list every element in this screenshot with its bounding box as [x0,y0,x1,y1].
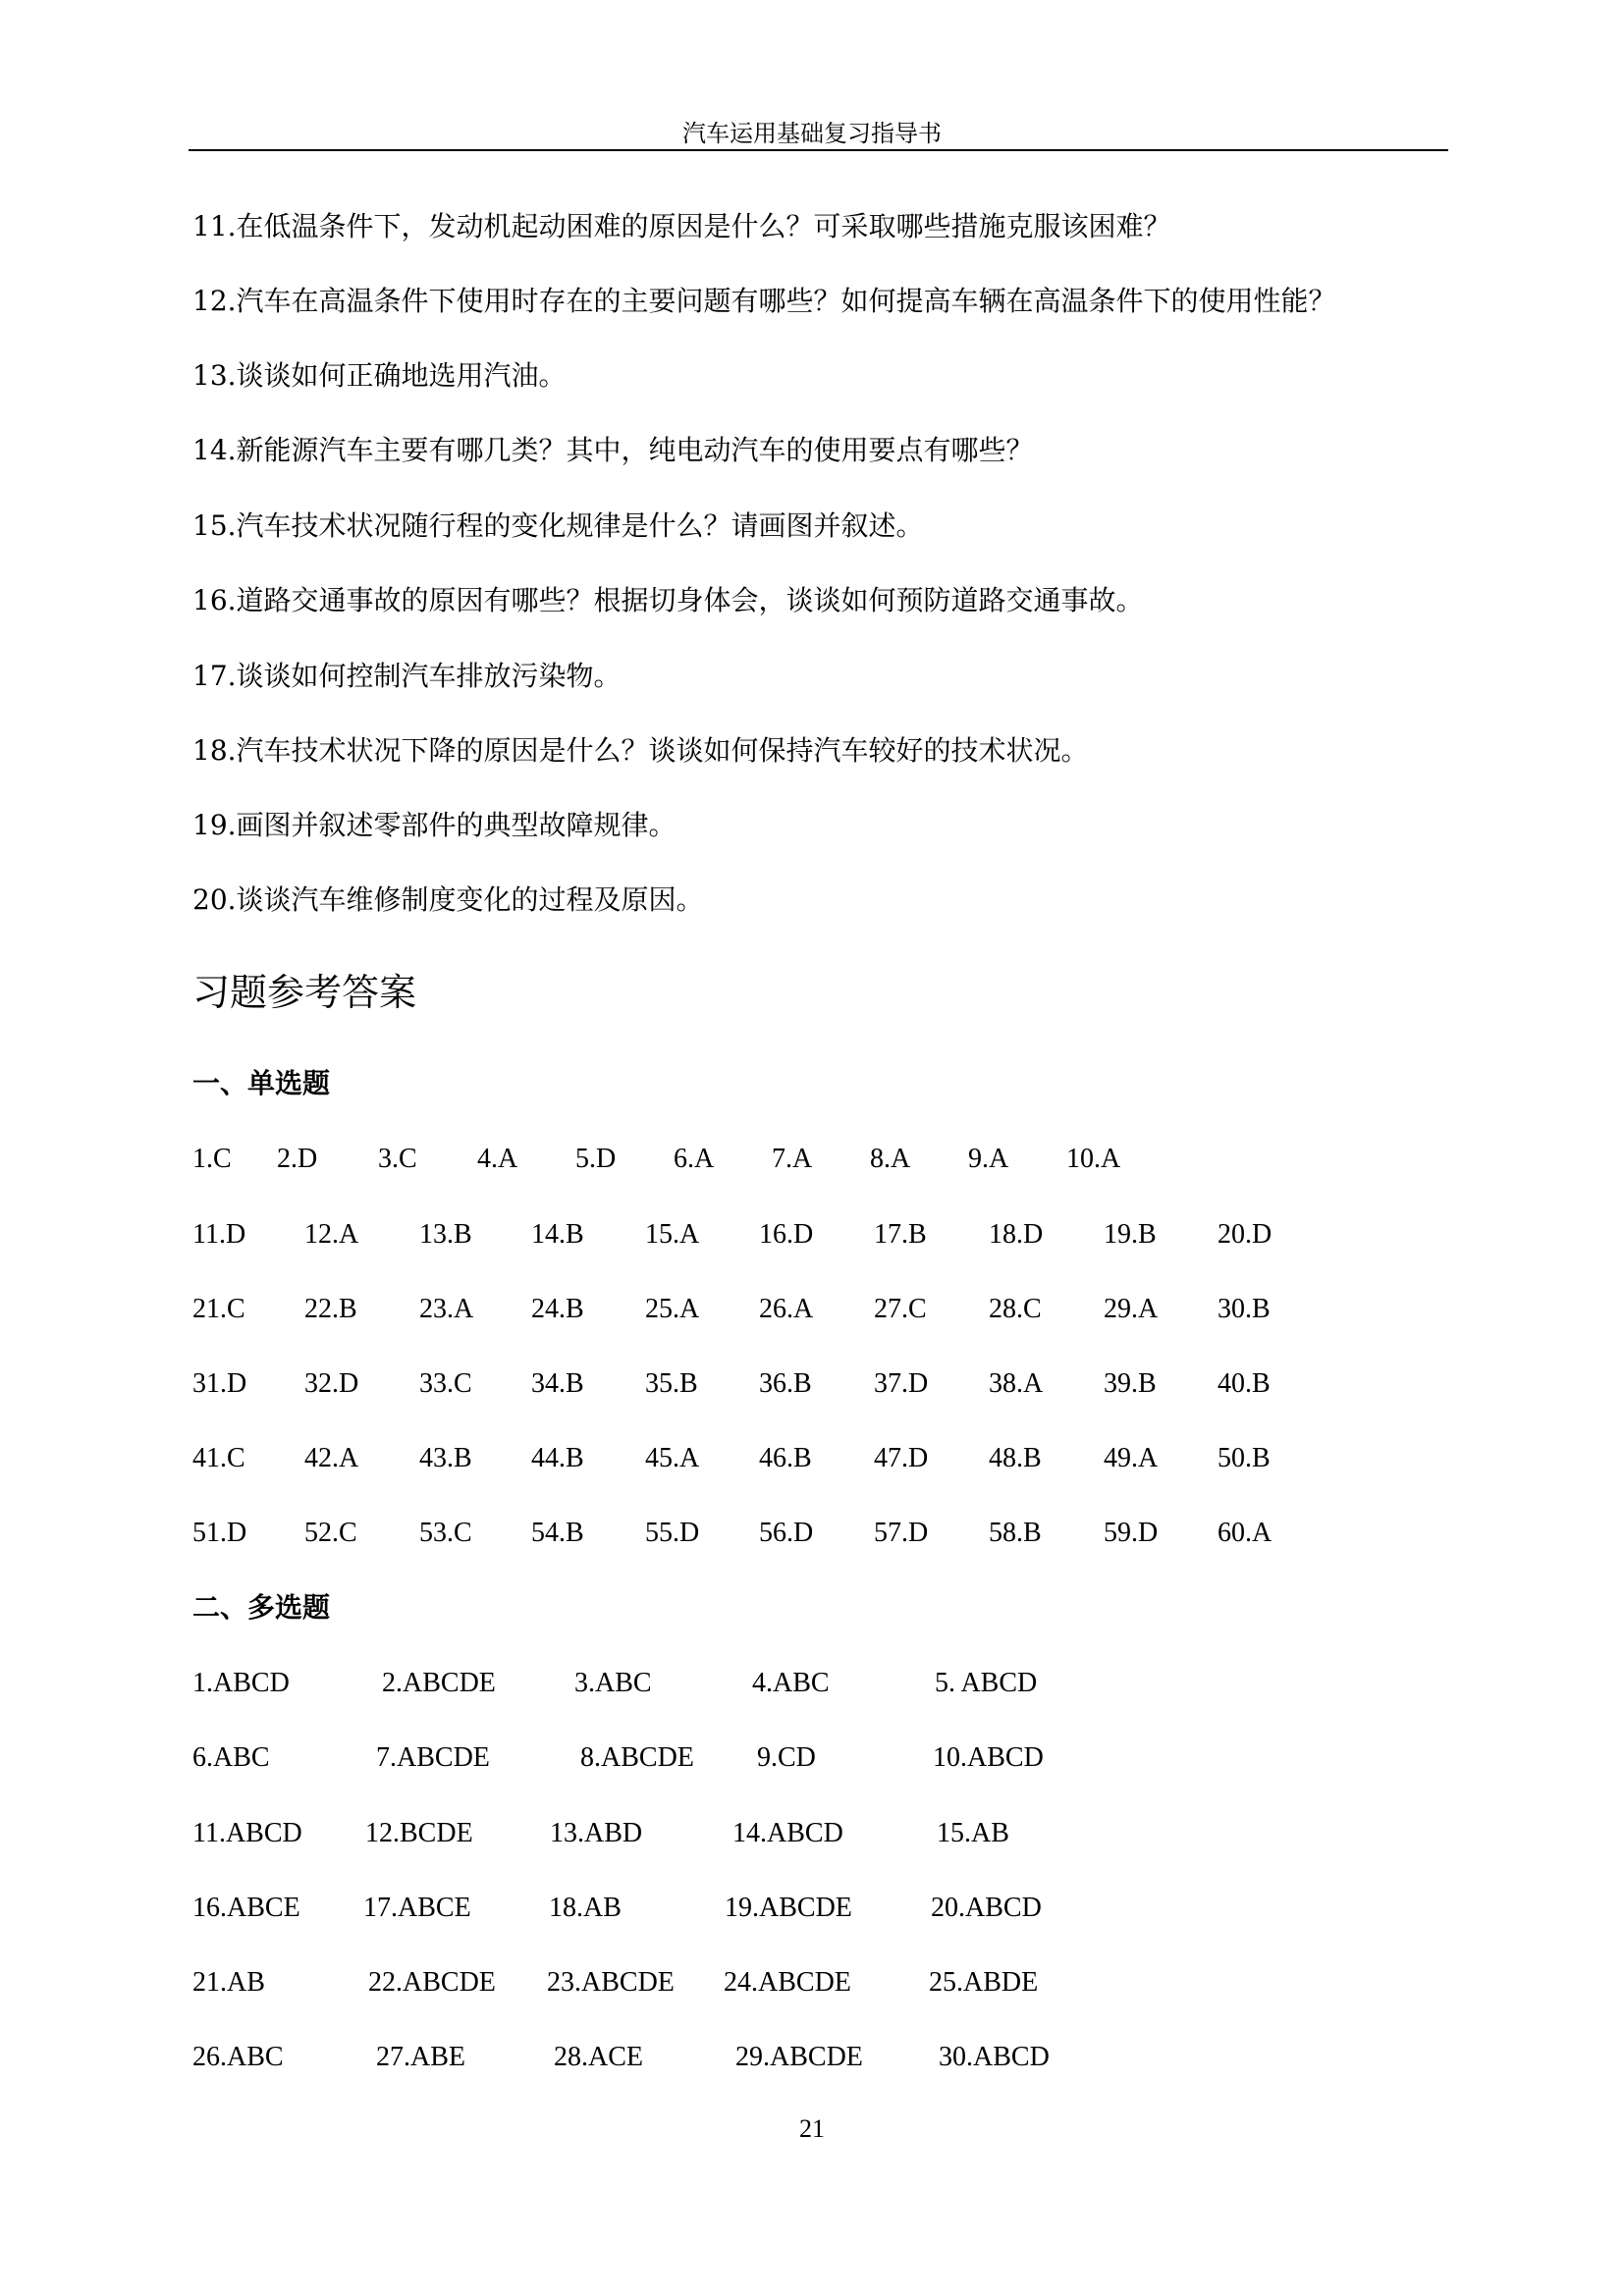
single-choice-row [192,1366,1371,1402]
answer-item: 32.D [304,1368,359,1399]
answer-item: 21.AB [192,1967,265,1998]
answer-item: 14.ABCD [732,1818,843,1848]
answer-item: 16.D [759,1219,814,1250]
answer-item: 28.ACE [554,2042,643,2072]
answer-item: 21.C [192,1294,245,1324]
multiple-choice-row [192,1891,1371,1926]
answer-item: 22.ABCDE [368,1967,496,1998]
answer-item: 38.A [989,1368,1044,1399]
multiple-choice-row [192,2040,1371,2075]
question-19: 19.画图并叙述零部件的典型故障规律。 [192,809,677,841]
answer-item: 3.C [378,1144,417,1174]
question-18: 18.汽车技术状况下降的原因是什么？谈谈如何保持汽车较好的技术状况。 [192,734,1089,767]
answer-item: 3.ABC [574,1668,652,1698]
answer-item: 2.D [277,1144,318,1174]
answer-item: 18.AB [549,1893,622,1923]
answer-item: 11.ABCD [192,1818,302,1848]
single-choice-row [192,1441,1371,1476]
header-rule [189,149,1448,151]
single-choice-row [192,1217,1371,1253]
multiple-choice-title: 二、多选题 [192,1591,331,1624]
question-12: 12.汽车在高温条件下使用时存在的主要问题有哪些？如何提高车辆在高温条件下的使用性能？ [192,285,1336,317]
question-14: 14.新能源汽车主要有哪几类？其中，纯电动汽车的使用要点有哪些？ [192,434,1034,466]
answer-item: 24.B [531,1294,584,1324]
answer-item: 10.A [1066,1144,1121,1174]
answer-item: 60.A [1218,1518,1272,1548]
multiple-choice-row [192,1965,1371,2001]
answer-item: 5. ABCD [935,1668,1038,1698]
question-15: 15.汽车技术状况随行程的变化规律是什么？请画图并叙述。 [192,509,924,542]
answer-item: 53.C [419,1518,472,1548]
answer-item: 12.BCDE [365,1818,473,1848]
answer-item: 13.ABD [550,1818,643,1848]
running-header-title: 汽车运用基础复习指导书 [682,120,942,147]
question-17: 17.谈谈如何控制汽车排放污染物。 [192,660,622,692]
answer-item: 29.ABCDE [735,2042,863,2072]
answer-item: 54.B [531,1518,584,1548]
answer-item: 59.D [1104,1518,1159,1548]
answer-item: 16.ABCE [192,1893,300,1923]
answer-item: 23.A [419,1294,474,1324]
answer-item: 22.B [304,1294,357,1324]
answer-item: 41.C [192,1443,245,1473]
answer-item: 26.ABC [192,2042,284,2072]
multiple-choice-row [192,1666,1371,1701]
answer-item: 13.B [419,1219,472,1250]
answer-item: 58.B [989,1518,1042,1548]
answer-item: 4.A [477,1144,518,1174]
answers-section-title: 习题参考答案 [192,971,417,1014]
answer-item: 14.B [531,1219,584,1250]
answer-item: 7.A [772,1144,813,1174]
answer-item: 29.A [1104,1294,1159,1324]
answer-item: 17.B [874,1219,927,1250]
multiple-choice-row [192,1816,1371,1851]
answer-item: 9.A [968,1144,1009,1174]
answer-item: 19.B [1104,1219,1157,1250]
answer-item: 1.ABCD [192,1668,290,1698]
answer-item: 2.ABCDE [382,1668,496,1698]
answer-item: 1.C [192,1144,232,1174]
answer-item: 7.ABCDE [376,1742,490,1773]
answer-item: 20.ABCD [931,1893,1042,1923]
answer-item: 24.ABCDE [724,1967,851,1998]
question-16: 16.道路交通事故的原因有哪些？根据切身体会，谈谈如何预防道路交通事故。 [192,584,1144,616]
question-20: 20.谈谈汽车维修制度变化的过程及原因。 [192,883,704,916]
answer-item: 5.D [575,1144,617,1174]
question-11: 11.在低温条件下，发动机起动困难的原因是什么？可采取哪些措施克服该困难？ [192,210,1171,242]
answer-item: 31.D [192,1368,247,1399]
answer-item: 46.B [759,1443,812,1473]
answer-item: 43.B [419,1443,472,1473]
answer-item: 51.D [192,1518,247,1548]
answer-item: 20.D [1218,1219,1272,1250]
answer-item: 40.B [1218,1368,1271,1399]
answer-item: 49.A [1104,1443,1159,1473]
answer-item: 55.D [645,1518,700,1548]
answer-item: 4.ABC [752,1668,830,1698]
answer-item: 11.D [192,1219,246,1250]
answer-item: 28.C [989,1294,1042,1324]
answer-item: 9.CD [757,1742,816,1773]
answer-item: 27.C [874,1294,927,1324]
single-choice-row [192,1516,1371,1551]
single-choice-row [192,1142,1371,1177]
answer-item: 57.D [874,1518,929,1548]
answer-item: 6.ABC [192,1742,270,1773]
answer-item: 25.ABDE [929,1967,1039,1998]
answer-item: 45.A [645,1443,700,1473]
answer-item: 25.A [645,1294,700,1324]
answer-item: 6.A [674,1144,715,1174]
answer-item: 8.A [870,1144,911,1174]
answer-item: 35.B [645,1368,698,1399]
answer-item: 52.C [304,1518,357,1548]
answer-item: 50.B [1218,1443,1271,1473]
answer-item: 23.ABCDE [547,1967,675,1998]
answer-item: 15.A [645,1219,700,1250]
answer-item: 15.AB [937,1818,1009,1848]
answer-item: 42.A [304,1443,359,1473]
answer-item: 33.C [419,1368,472,1399]
answer-item: 44.B [531,1443,584,1473]
answer-item: 18.D [989,1219,1044,1250]
answer-item: 36.B [759,1368,812,1399]
answer-item: 12.A [304,1219,359,1250]
multiple-choice-row [192,1740,1371,1776]
answer-item: 37.D [874,1368,929,1399]
page-number: 21 [799,2114,825,2143]
question-13: 13.谈谈如何正确地选用汽油。 [192,359,567,392]
answer-item: 26.A [759,1294,814,1324]
answer-item: 56.D [759,1518,814,1548]
answer-item: 34.B [531,1368,584,1399]
answer-item: 47.D [874,1443,929,1473]
answer-item: 30.B [1218,1294,1271,1324]
answer-item: 17.ABCE [363,1893,471,1923]
answer-item: 48.B [989,1443,1042,1473]
answer-item: 30.ABCD [939,2042,1050,2072]
answer-item: 10.ABCD [933,1742,1044,1773]
answer-item: 8.ABCDE [580,1742,694,1773]
answer-item: 39.B [1104,1368,1157,1399]
single-choice-title: 一、单选题 [192,1067,331,1099]
answer-item: 19.ABCDE [725,1893,852,1923]
answer-item: 27.ABE [376,2042,465,2072]
single-choice-row [192,1292,1371,1327]
